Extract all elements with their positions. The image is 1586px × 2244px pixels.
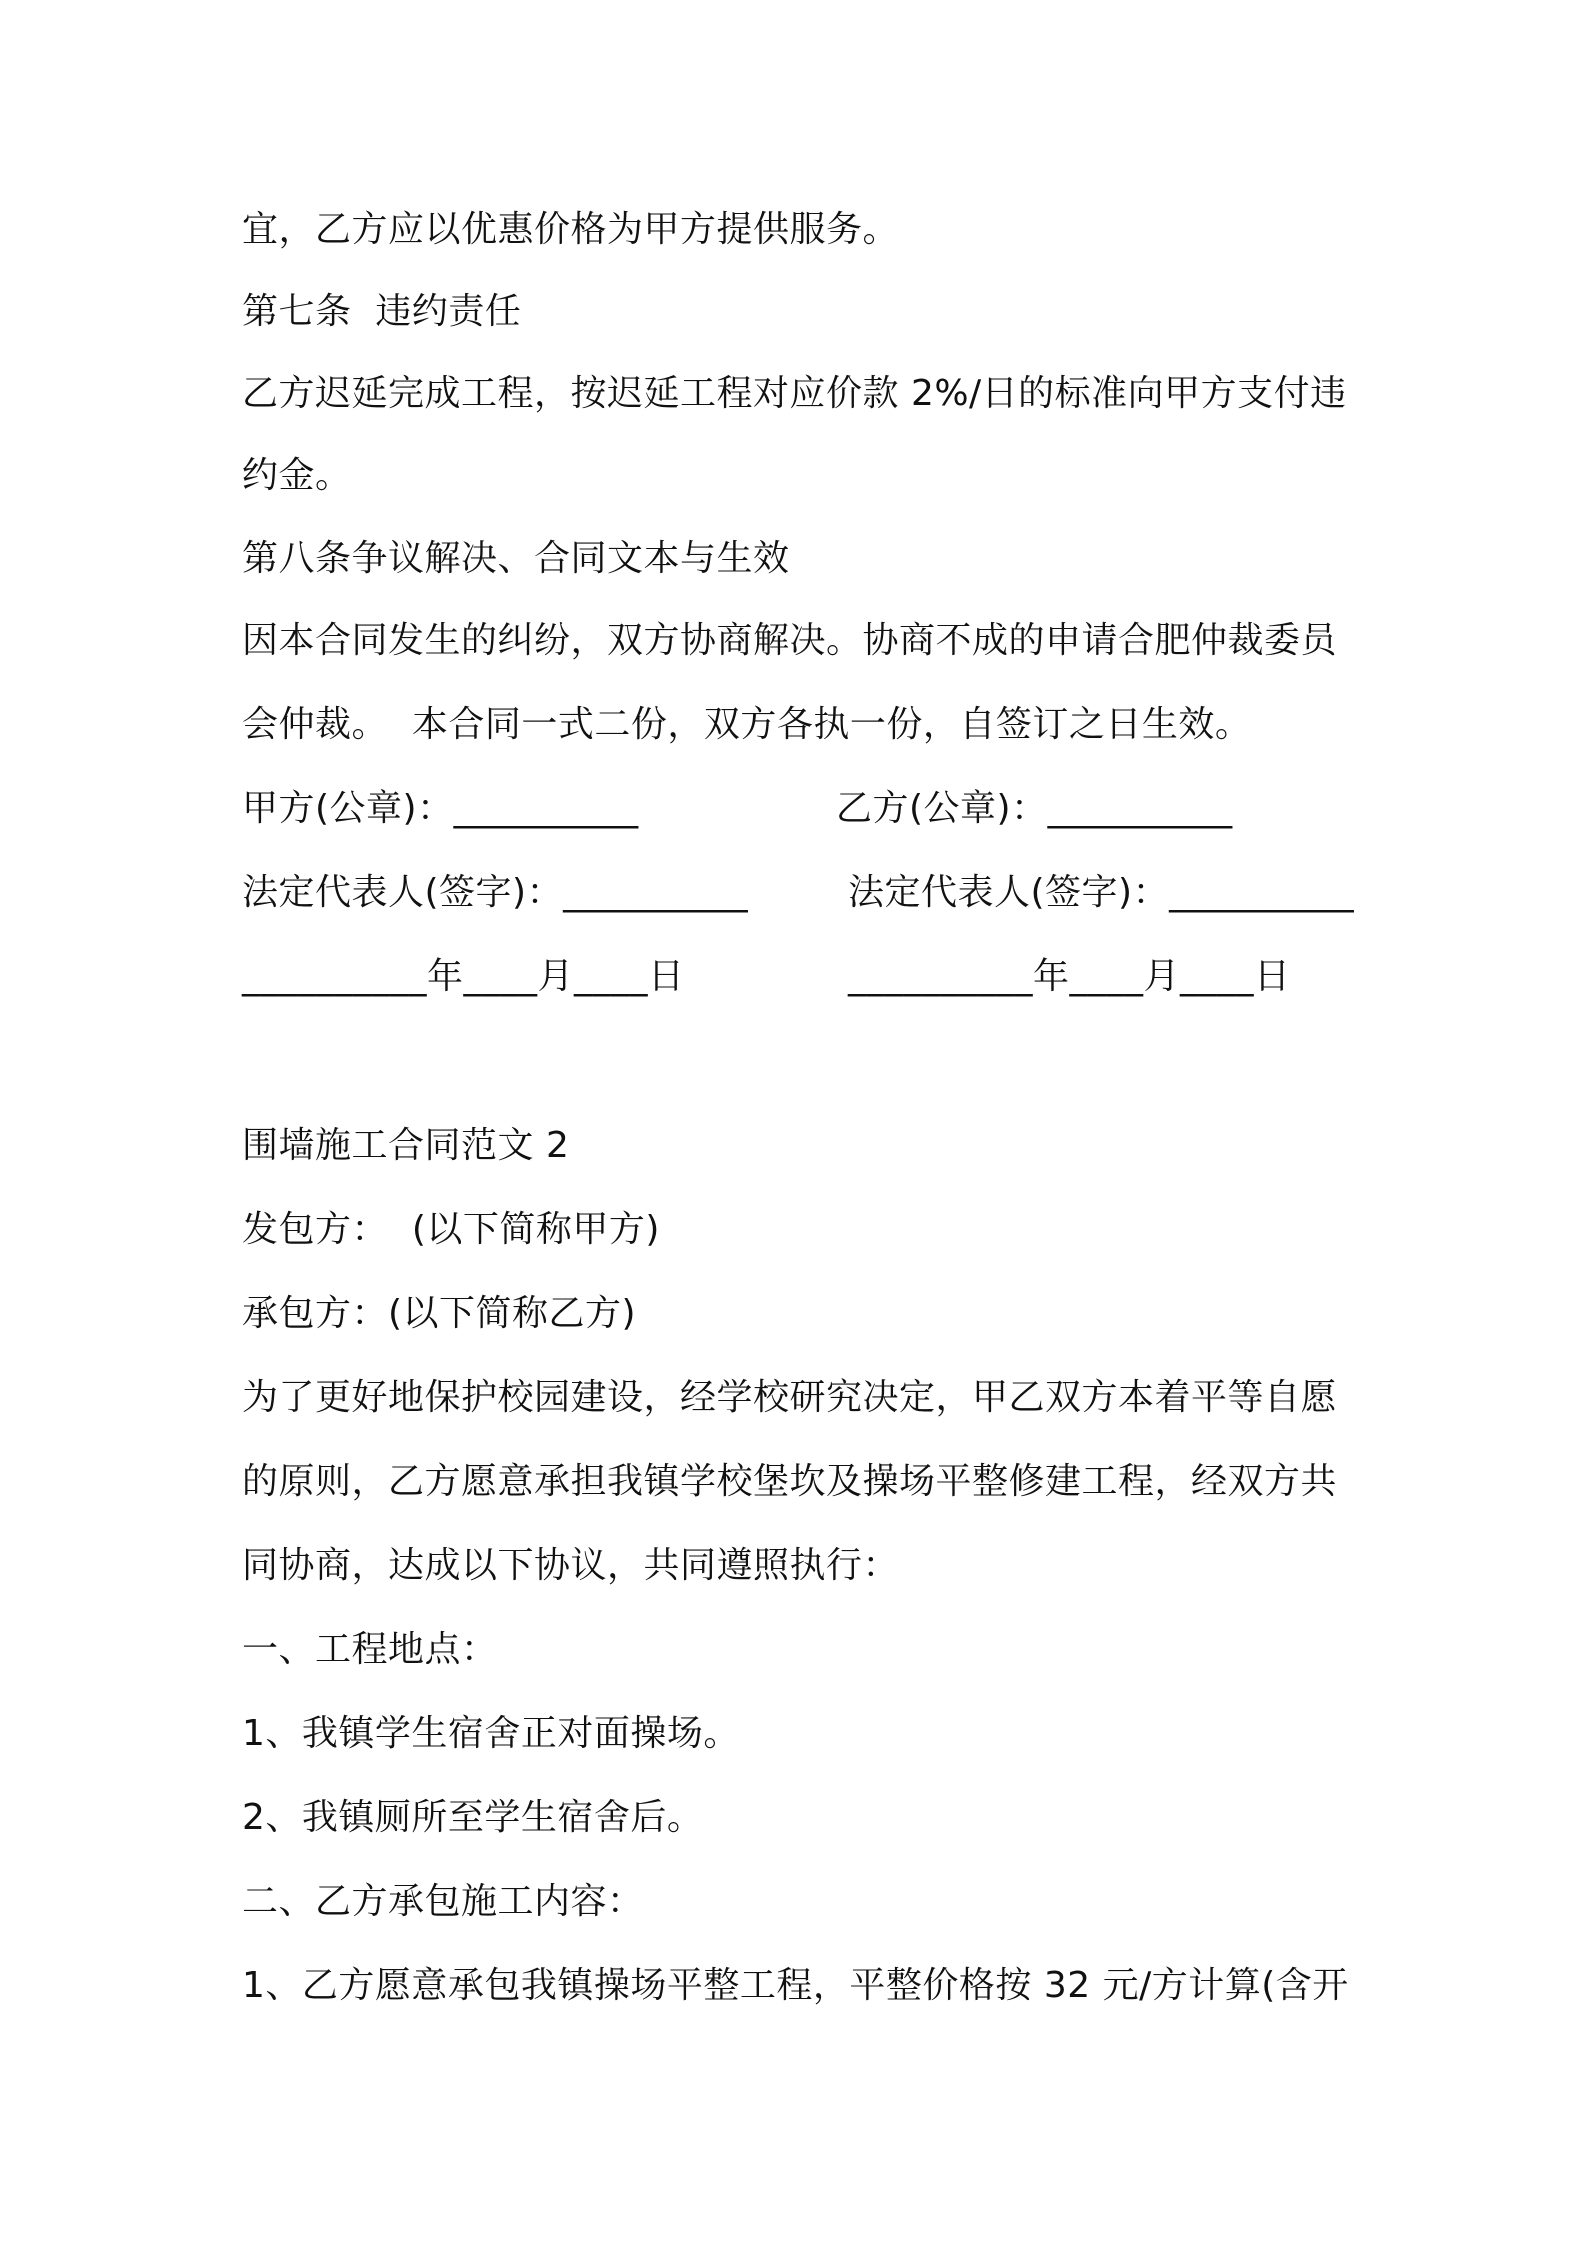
party-a-representative-field: 法定代表人(签字)：__________ <box>242 872 749 913</box>
paragraph-line: 会仲裁。 本合同一式二份，双方各执一份，自签订之日生效。 <box>242 704 1252 745</box>
party-b-representative-field: 法定代表人(签字)：__________ <box>848 872 1355 913</box>
list-item: 1、乙方愿意承包我镇操场平整工程，平整价格按 32 元/方计算(含开 <box>242 1965 1349 2006</box>
paragraph-line: 同协商，达成以下协议，共同遵照执行： <box>242 1545 900 1586</box>
article-heading: 第七条 违约责任 <box>242 291 522 332</box>
paragraph-line: 宜，乙方应以优惠价格为甲方提供服务。 <box>242 209 900 250</box>
paragraph-line: 因本合同发生的纠纷，双方协商解决。协商不成的申请合肥仲裁委员 <box>242 620 1338 661</box>
article-heading: 第八条争议解决、合同文本与生效 <box>242 538 790 579</box>
clause-heading: 二、乙方承包施工内容： <box>242 1881 644 1922</box>
paragraph-line: 的原则，乙方愿意承担我镇学校堡坎及操场平整修建工程，经双方共 <box>242 1461 1338 1502</box>
section-title: 围墙施工合同范文 2 <box>242 1125 570 1166</box>
party-b-seal-field: 乙方(公章)：__________ <box>836 788 1233 829</box>
party-a-seal-field: 甲方(公章)：__________ <box>242 788 639 829</box>
list-item: 1、我镇学生宿舍正对面操场。 <box>242 1713 740 1754</box>
paragraph-line: 乙方迟延完成工程，按迟延工程对应价款 2%/日的标准向甲方支付违 <box>242 373 1347 414</box>
clause-heading: 一、工程地点： <box>242 1629 498 1670</box>
paragraph-line: 发包方： (以下简称甲方) <box>242 1209 660 1250</box>
paragraph-line: 承包方：(以下简称乙方) <box>242 1293 637 1334</box>
party-a-date-field: __________年____月____日 <box>242 956 685 997</box>
paragraph-line: 约金。 <box>242 455 352 496</box>
list-item: 2、我镇厕所至学生宿舍后。 <box>242 1797 704 1838</box>
paragraph-line: 为了更好地保护校园建设，经学校研究决定，甲乙双方本着平等自愿 <box>242 1377 1338 1418</box>
party-b-date-field: __________年____月____日 <box>848 956 1291 997</box>
